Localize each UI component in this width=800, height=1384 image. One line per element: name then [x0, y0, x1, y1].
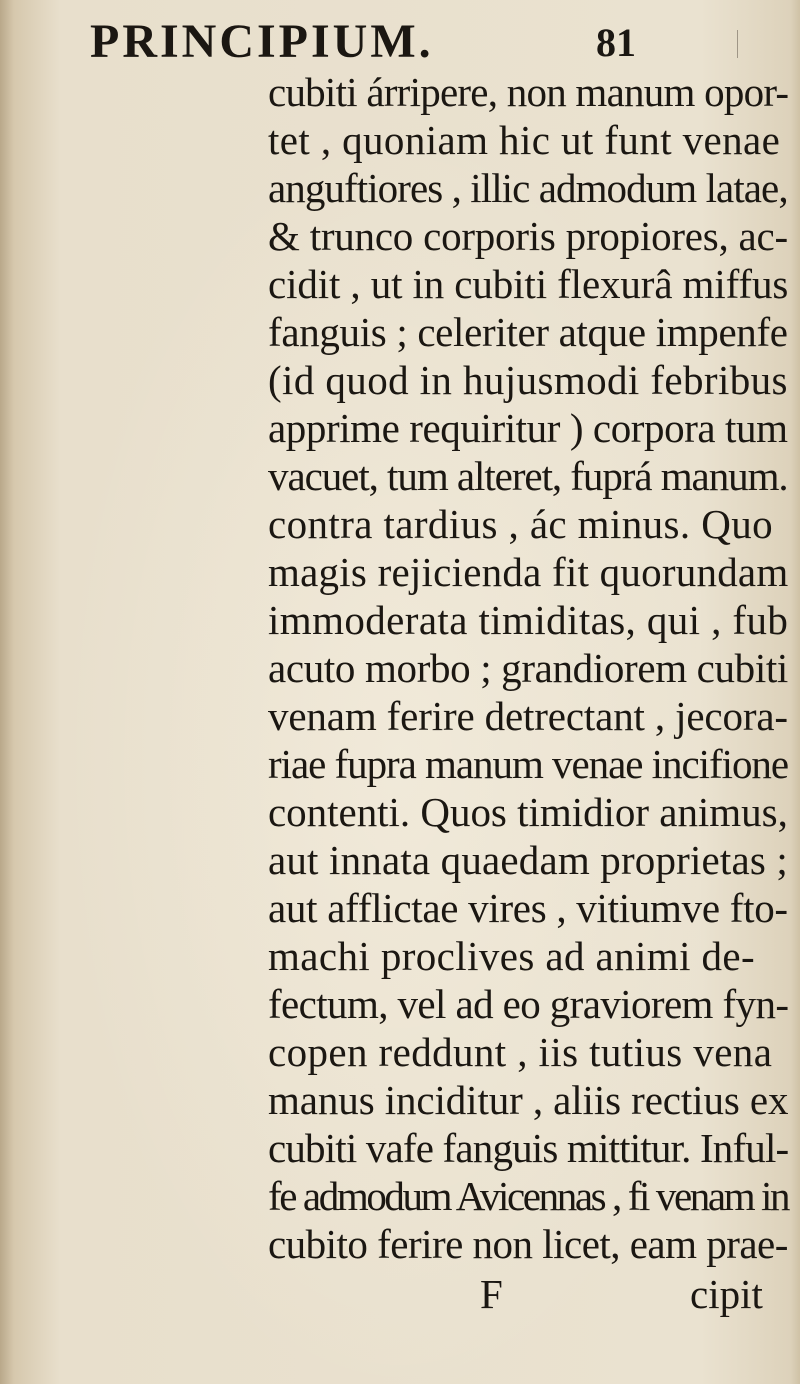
text-line: copen reddunt , iis tutius vena	[268, 1029, 773, 1075]
text-line: manus inciditur , aliis rectius ex	[268, 1077, 789, 1123]
text-line: cubiti árripere, non manum opor-	[268, 69, 789, 115]
text-line: contenti. Quos timidior animus,	[268, 789, 788, 835]
text-line: fe admodum Avicennas , fi venam in	[268, 1173, 789, 1219]
signature-mark: F	[480, 1271, 503, 1317]
running-head-title: PRINCIPIUM.	[90, 15, 434, 68]
text-line: fanguis ; celeriter atque impenfe	[268, 309, 788, 355]
text-line: cubiti vafe fanguis mittitur. Inful-	[268, 1125, 789, 1171]
text-line: venam ferire detrectant , jecora-	[268, 693, 788, 739]
catchword: cipit	[690, 1271, 763, 1317]
text-line: riae fupra manum venae incifione	[268, 741, 789, 787]
text-line: fectum, vel ad eo graviorem fyn-	[268, 981, 789, 1027]
text-line: cidit , ut in cubiti flexurâ miffus	[268, 261, 789, 307]
text-line: & trunco corporis propiores, ac-	[268, 213, 788, 259]
text-line: magis rejicienda fit quorundam	[268, 549, 789, 595]
text-line: immoderata timiditas, qui , fub	[268, 597, 789, 643]
page-number: 81	[596, 20, 636, 65]
text-line: aut innata quaedam proprietas ;	[268, 837, 788, 883]
text-line: anguftiores , illic admodum latae,	[268, 165, 788, 211]
text-line: machi proclives ad animi de-	[268, 933, 756, 979]
text-line: (id quod in hujusmodi febribus	[268, 357, 788, 403]
text-line: cubito ferire non licet, eam prae-	[268, 1221, 788, 1267]
text-line: tet , quoniam hic ut funt venae	[268, 117, 781, 163]
text-line: apprime requiritur ) corpora tum	[268, 405, 788, 451]
text-line: aut afflictae vires , vitiumve fto-	[268, 885, 788, 931]
text-line: contra tardius , ác minus. Quo	[268, 501, 774, 547]
text-line: vacuet, tum alteret, fuprá manum.	[268, 453, 788, 499]
text-line: acuto morbo ; grandiorem cubiti	[268, 645, 788, 691]
